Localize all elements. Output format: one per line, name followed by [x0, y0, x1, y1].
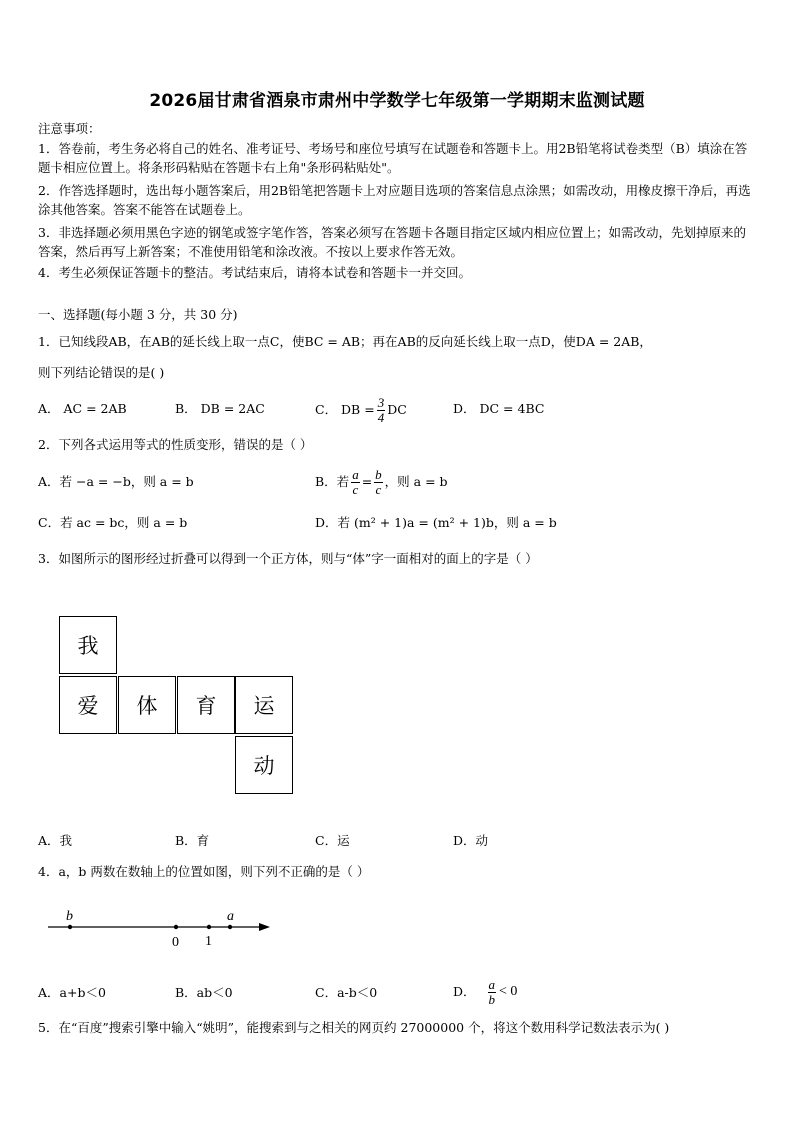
q2-option-b: [315, 462, 448, 502]
cube-face-wo: 我: [59, 616, 117, 674]
notice-item-1: 1．答卷前，考生务必将自己的姓名、准考证号、考场号和座位号填写在试题卷和答题卡上。用2B铅笔将试卷类型（B）填涂在答题卡相应位置上。将条形码粘贴在答题卡右上角"条形码粘贴处"。: [38, 141, 748, 175]
cube-face-dong: 动: [235, 736, 293, 794]
q3-option-a: A．我: [38, 833, 73, 848]
q2-option-a: A．若 −a = −b，则 a = b: [38, 474, 194, 489]
q2-option-b-fraction-2: [374, 468, 383, 497]
q1-option-d: D． DC = 4BC: [453, 401, 545, 416]
q2-option-b-prefix: B．若: [315, 474, 350, 489]
q1-stem-line2: 则下列结论错误的是( ): [38, 365, 165, 380]
notice-heading: 注意事项：: [38, 121, 101, 136]
cube-face-ai: 爱: [59, 676, 117, 734]
fraction-numerator: a: [488, 976, 496, 992]
q4-option-a: A．a+b＜0: [38, 985, 106, 1000]
fraction-numerator: 3: [377, 394, 385, 410]
q1-option-c-suffix: DC: [387, 402, 407, 417]
q5-stem: 5．在“百度”搜索引擎中输入“姚明”，能搜索到与之相关的网页约 27000000 个，将这个数用科学记数法表示为( ): [38, 1020, 670, 1035]
section-heading: 一、选择题(每小题 3 分，共 30 分): [38, 307, 238, 322]
q4-option-d-fraction: [488, 978, 497, 1007]
cube-face-yu: 育: [177, 676, 235, 734]
number-line-arrow: [259, 923, 270, 931]
q4-option-d-suffix: < 0: [499, 984, 518, 999]
notice-item-4: 4．考生必须保证答题卡的整洁。考试结束后，请将本试卷和答题卡一并交回。: [38, 265, 471, 280]
q1-option-a: A． AC = 2AB: [38, 401, 127, 416]
q1-option-c: [315, 391, 407, 429]
q3-option-d: D．动: [453, 833, 489, 848]
tick-label-0: 0: [172, 935, 179, 950]
point-one: [207, 925, 211, 929]
tick-label-1: 1: [205, 934, 212, 949]
notice-item-2: 2．作答选择题时，选出每小题答案后，用2B铅笔把答题卡上对应题目选项的答案信息点涂黑；如需改动，用橡皮擦干净后，再选涂其他答案。答案不能答在试题卷上。: [38, 183, 751, 217]
cube-face-ti: 体: [118, 676, 176, 734]
q2-option-b-fraction-1: [351, 468, 360, 497]
q4-option-c: C．a-b＜0: [315, 985, 378, 1000]
fraction-denominator: b: [488, 991, 496, 1007]
equals-sign: =: [361, 474, 373, 489]
q1-option-c-prefix: C． DB =: [315, 402, 375, 417]
q3-option-b: B．育: [175, 833, 210, 848]
q2-option-c: C．若 ac = bc，则 a = b: [38, 515, 188, 530]
point-a: [228, 925, 232, 929]
label-b: b: [66, 909, 73, 924]
q4-option-d: [453, 972, 517, 1012]
label-a: a: [227, 909, 234, 924]
q1-stem: 1．已知线段AB，在AB的延长线上取一点C，使BC = AB；再在AB的反向延长线上取一点D，使DA = 2AB，: [38, 334, 652, 349]
fraction-denominator: c: [375, 481, 382, 497]
q1-option-b: B． DB = 2AC: [175, 401, 265, 416]
q3-option-c: C．运: [315, 833, 350, 848]
q3-stem: 3．如图所示的图形经过折叠可以得到一个正方体，则与“体”字一面相对的面上的字是（ ）: [38, 551, 538, 566]
fraction-denominator: c: [352, 481, 359, 497]
q4-option-b: B．ab＜0: [175, 985, 233, 1000]
fraction-numerator: b: [375, 466, 382, 482]
notice-item-3: 3．非选择题必须用黑色字迹的钢笔或签字笔作答，答案必须写在答题卡各题目指定区域内相应位置上；如需改动，先划掉原来的答案，然后再写上新答案；不准使用铅笔和涂改液。不按以上要求作答无效。: [38, 225, 746, 259]
fraction-denominator: 4: [377, 409, 385, 425]
q1-option-c-fraction: [377, 396, 386, 425]
fraction-numerator: a: [352, 466, 359, 482]
q2-option-b-suffix: ，则 a = b: [384, 474, 448, 489]
q2-option-d: D．若 (m² + 1)a = (m² + 1)b，则 a = b: [315, 515, 557, 530]
point-zero: [174, 925, 178, 929]
page-title: 2026届甘肃省酒泉市肃州中学数学七年级第一学期期末监测试题: [149, 91, 645, 111]
cube-face-yun: 运: [235, 676, 293, 734]
q4-stem: 4．a，b 两数在数轴上的位置如图，则下列不正确的是（ ）: [38, 864, 370, 879]
number-line-figure: [40, 900, 280, 955]
q4-option-d-prefix: D．: [453, 984, 476, 999]
point-b: [68, 925, 72, 929]
q2-stem: 2．下列各式运用等式的性质变形，错误的是（ ）: [38, 437, 313, 452]
